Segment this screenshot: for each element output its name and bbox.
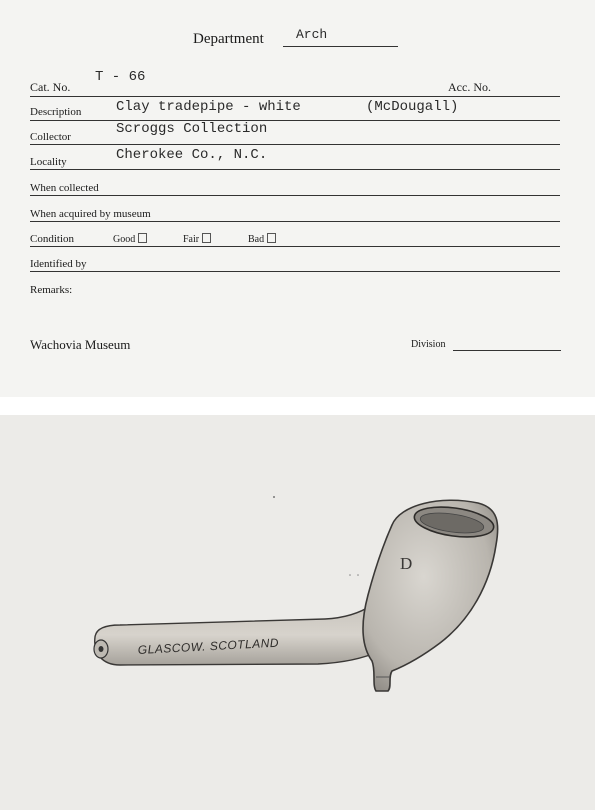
bad-checkbox: [267, 233, 276, 243]
condition-bad: Bad: [248, 233, 276, 245]
acc-no-label: Acc. No.: [448, 80, 491, 94]
card-gap: [0, 397, 595, 415]
when-acquired-label: When acquired by museum: [30, 208, 151, 220]
department-value: Arch: [296, 27, 328, 42]
collector-label: Collector: [30, 131, 71, 143]
condition-good: Good: [113, 233, 147, 245]
drawing-card: [0, 415, 595, 810]
division-rule: [453, 350, 561, 351]
cat-no-label: Cat. No.: [30, 80, 71, 94]
museum-name: Wachovia Museum: [30, 337, 131, 352]
condition-fair: Fair: [183, 233, 211, 245]
fair-checkbox: [202, 233, 211, 243]
description-label: Description: [30, 106, 82, 118]
remarks-label: Remarks:: [30, 284, 73, 296]
bowl-mark: D: [400, 554, 413, 573]
locality-label: Locality: [30, 156, 67, 168]
good-checkbox: [138, 233, 147, 243]
identified-by-label: Identified by: [30, 258, 87, 270]
collector-rule: [30, 144, 560, 145]
locality-rule: [30, 169, 560, 170]
pipe-stamp: GLASCOW. SCOTLAND: [137, 635, 280, 657]
catalog-card: [0, 0, 595, 397]
when-collected-rule: [30, 195, 560, 196]
pipe-drawing: [0, 415, 595, 810]
condition-rule: [30, 246, 560, 247]
when-collected-label: When collected: [30, 182, 99, 194]
cat-no-value: T - 66: [95, 69, 146, 85]
locality-value: Cherokee Co., N.C.: [116, 147, 268, 163]
description-value: Clay tradepipe - white: [116, 99, 301, 115]
cat-no-rule: [30, 96, 560, 97]
condition-label: Condition: [30, 233, 75, 245]
description-note: (McDougall): [366, 99, 459, 115]
collector-value: Scroggs Collection: [116, 121, 268, 137]
department-rule: [283, 46, 398, 47]
division-label: Division: [411, 339, 446, 350]
when-acquired-rule: [30, 221, 560, 222]
department-label: Department: [193, 31, 264, 47]
identified-by-rule: [30, 271, 560, 272]
description-rule: [30, 120, 560, 121]
